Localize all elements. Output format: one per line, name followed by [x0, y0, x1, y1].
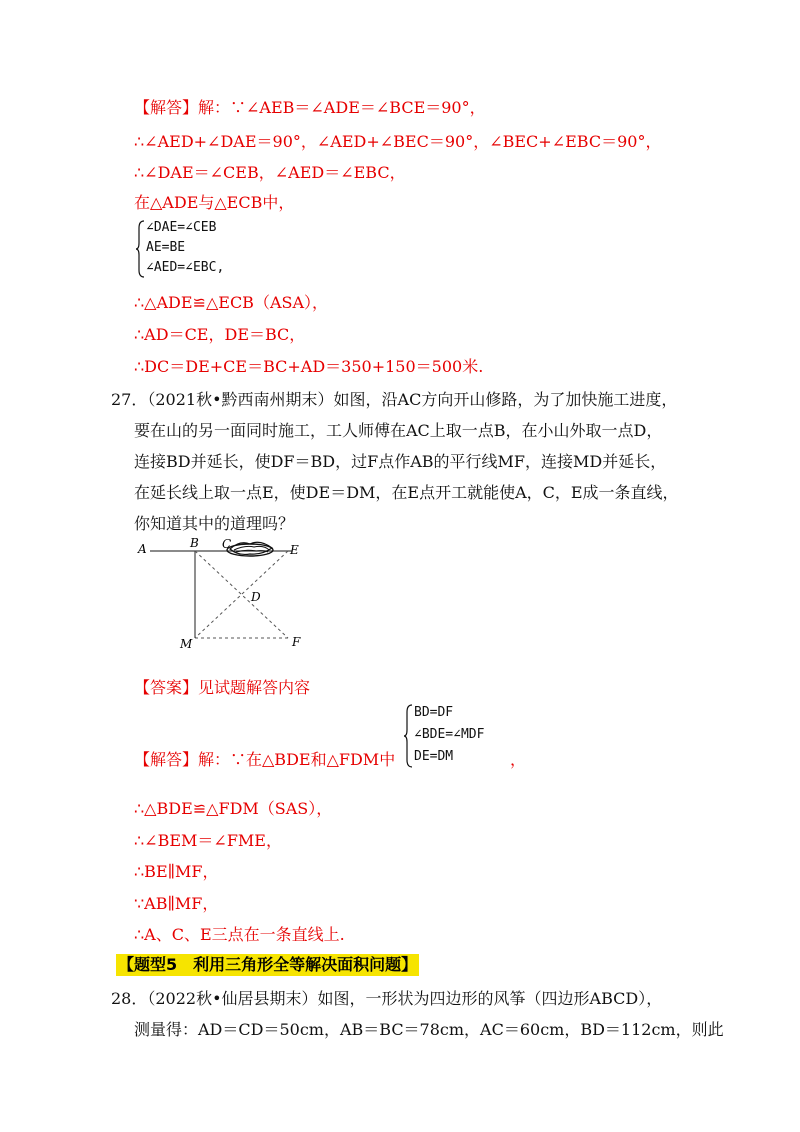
label-c: C — [222, 537, 232, 551]
problem27-line-5: 你知道其中的道理吗？ — [134, 514, 295, 533]
label-a: A — [138, 542, 147, 556]
hill-icon — [227, 542, 273, 556]
solution27-line-4: ∵AB∥MF， — [134, 894, 219, 913]
solution26-line-6: ∴AD＝CE，DE＝BC， — [134, 325, 306, 344]
equation-system-26 — [136, 220, 276, 278]
section-heading: 【题型5 利用三角形全等解决面积问题】 — [118, 955, 418, 974]
solution27-line-3: ∴BE∥MF， — [134, 862, 219, 881]
geometry-figure-27 — [130, 535, 320, 655]
label-d: D — [251, 590, 261, 604]
problem27-line-1: 27．（2021秋•黔西南州期末）如图，沿AC方向开山修路，为了加快施工进度， — [111, 390, 678, 409]
solution26-line-7: ∴DC＝DE+CE＝BC+AD＝350+150＝500米. — [134, 357, 484, 376]
system26-row-3: ∠AED=∠EBC, — [146, 260, 225, 275]
system26-row-1: ∠DAE=∠CEB — [146, 220, 217, 235]
system27-row-1: BD=DF — [414, 705, 454, 720]
label-e: E — [290, 543, 299, 557]
problem28-line-2: 测量得：AD＝CD＝50cm，AB＝BC＝78cm，AC＝60cm，BD＝112cm，则此 — [134, 1020, 724, 1039]
solution26-line-1: 【解答】解：∵∠AEB＝∠ADE＝∠BCE＝90°， — [134, 98, 486, 117]
solution26-line-4: 在△ADE与△ECB中， — [134, 193, 295, 212]
solution27-line-5: ∴A、C、E三点在一条直线上. — [134, 925, 345, 944]
problem27-line-4: 在延长线上取一点E，使DE＝DM，在E点开工就能使A，C，E成一条直线， — [134, 483, 679, 502]
left-brace-icon — [136, 220, 146, 278]
solution27-line-1: ∴△BDE≌△FDM（SAS）， — [134, 799, 333, 818]
solution26-line-3: ∴∠DAE＝∠CEB，∠AED＝∠EBC， — [134, 163, 406, 182]
solution26-line-5: ∴△ADE≌△ECB（ASA）， — [134, 293, 329, 312]
system26-row-2: AE=BE — [146, 240, 186, 255]
answer-27: 【答案】见试题解答内容 — [134, 678, 311, 697]
system27-row-2: ∠BDE=∠MDF — [414, 727, 485, 742]
label-f: F — [292, 635, 301, 649]
label-b: B — [190, 536, 199, 550]
solution27-system-suffix: ， — [510, 750, 527, 769]
problem28-line-1: 28．（2022秋•仙居县期末）如图，一形状为四边形的风筝（四边形ABCD）， — [111, 989, 663, 1008]
system27-row-3: DE=DM — [414, 749, 454, 764]
solution26-line-2: ∴∠AED+∠DAE＝90°，∠AED+∠BEC＝90°，∠BEC+∠EBC＝90°， — [134, 132, 662, 151]
equation-system-27 — [404, 704, 527, 769]
label-m: M — [180, 637, 193, 651]
solution27-prefix: 【解答】解：∵在△BDE和△FDM中 — [134, 750, 396, 769]
left-brace-icon — [404, 704, 414, 768]
solution27-line-2: ∴∠BEM＝∠FME， — [134, 831, 282, 850]
problem27-line-3: 连接BD并延长，使DF＝BD，过F点作AB的平行线MF，连接MD并延长， — [134, 452, 667, 471]
problem27-line-2: 要在山的另一面同时施工，工人师傅在AC上取一点B，在小山外取一点D， — [134, 421, 663, 440]
